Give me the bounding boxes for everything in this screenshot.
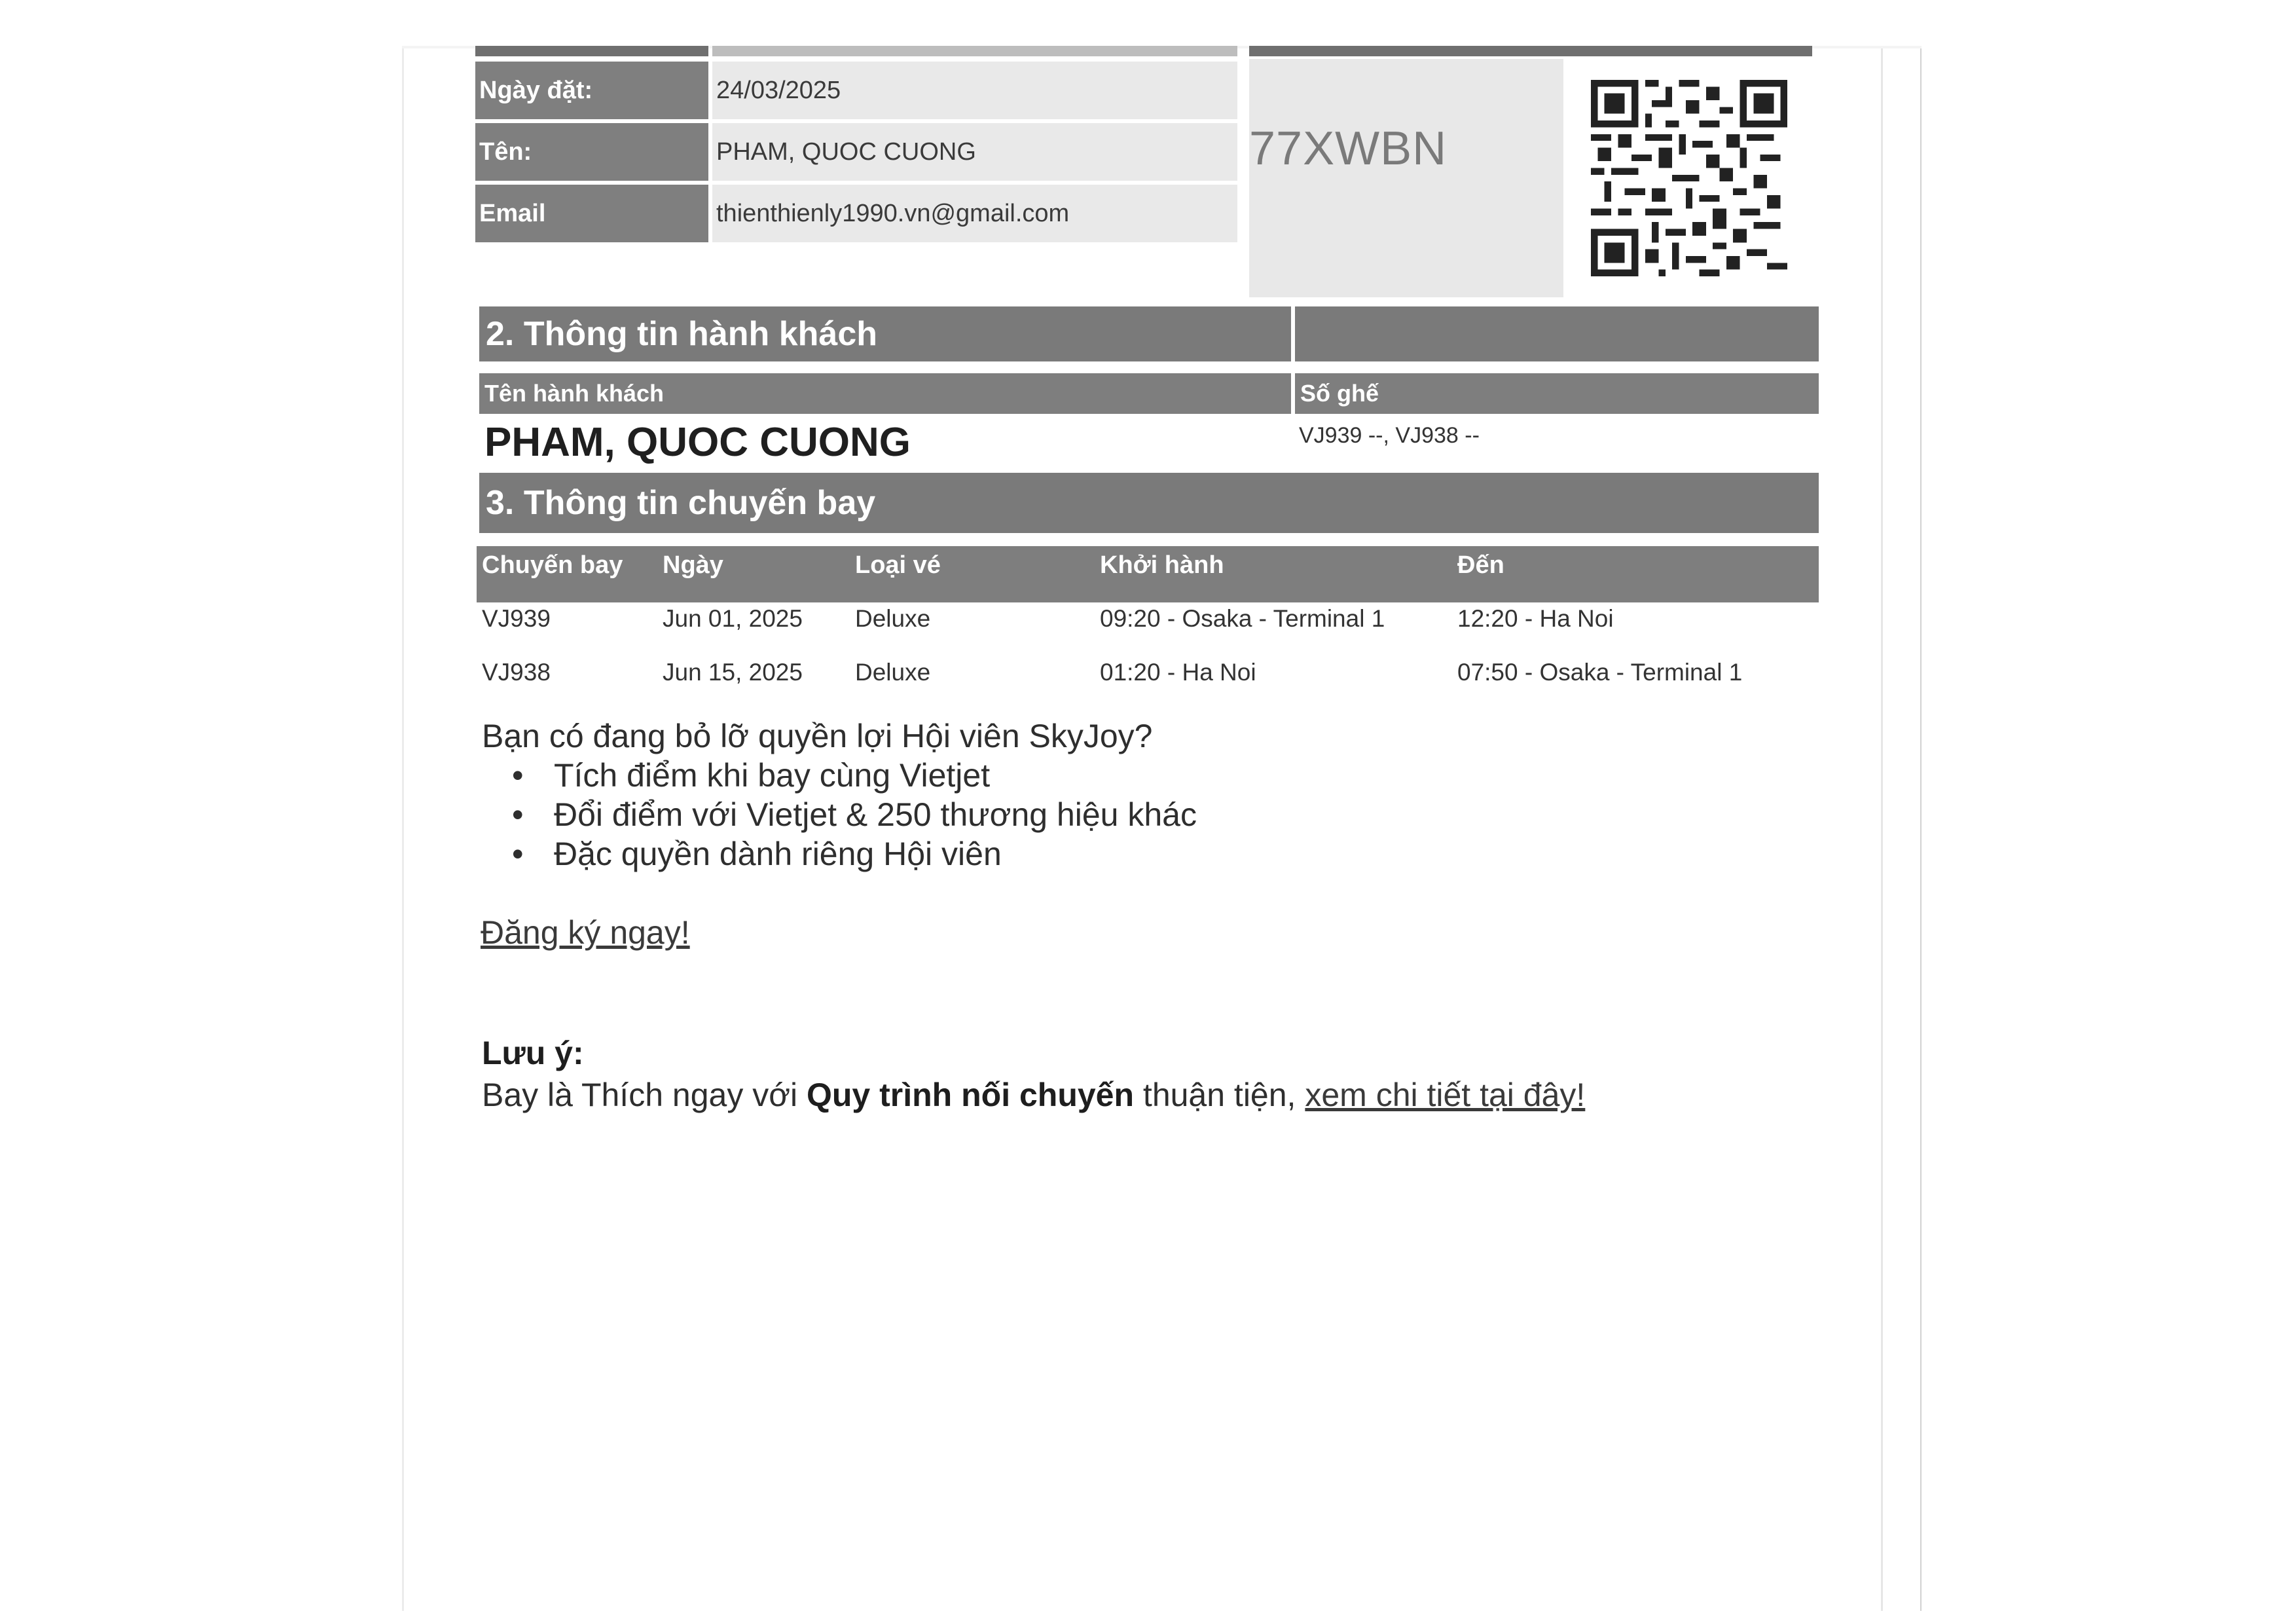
col-arrival: Đến <box>1457 551 1504 579</box>
table-cell: 01:20 - Ha Noi <box>1100 659 1256 686</box>
table-top-rule <box>475 46 708 56</box>
bullet-icon: • <box>512 796 524 833</box>
passenger-section-title-right <box>1295 306 1819 361</box>
promo-bullet: Đổi điểm với Vietjet & 250 thương hiệu khác <box>554 796 1197 833</box>
seat-value: VJ939 --, VJ938 -- <box>1299 423 1480 448</box>
page-edge-right-outer <box>1920 46 1922 1611</box>
booking-email-label: Email <box>475 185 708 242</box>
passenger-name: PHAM, QUOC CUONG <box>484 420 911 465</box>
promo-question: Bạn có đang bỏ lỡ quyền lợi Hội viên SkyJoy? <box>482 718 1153 754</box>
bullet-icon: • <box>512 836 524 872</box>
table-cell: Jun 15, 2025 <box>663 659 803 686</box>
seat-header: Số ghế <box>1295 373 1819 414</box>
booking-code-box <box>1249 59 1563 297</box>
page-edge-right <box>1881 46 1883 1611</box>
col-fare-type: Loại vé <box>855 551 941 579</box>
flight-section-title: 3. Thông tin chuyến bay <box>479 473 1819 533</box>
booking-name-label: Tên: <box>475 123 708 181</box>
col-date: Ngày <box>663 551 723 579</box>
qr-code-icon <box>1591 80 1787 276</box>
table-cell: Deluxe <box>855 605 931 632</box>
passenger-name-header: Tên hành khách <box>479 373 1291 414</box>
table-cell: 09:20 - Osaka - Terminal 1 <box>1100 605 1385 632</box>
table-cell: VJ939 <box>482 605 551 632</box>
booking-code: 77XWBN <box>1249 122 1448 175</box>
booking-date-value: 24/03/2025 <box>712 62 1237 119</box>
col-flight: Chuyến bay <box>482 551 623 579</box>
page-edge-left <box>402 46 404 1611</box>
bullet-icon: • <box>512 757 524 794</box>
note-text-after: thuận tiện, <box>1134 1077 1305 1113</box>
table-cell: Jun 01, 2025 <box>663 605 803 632</box>
table-cell: 12:20 - Ha Noi <box>1457 605 1614 632</box>
promo-bullet: Tích điểm khi bay cùng Vietjet <box>554 757 991 794</box>
details-link[interactable]: xem chi tiết tại đây! <box>1305 1077 1586 1113</box>
note-title: Lưu ý: <box>482 1035 584 1071</box>
table-cell: VJ938 <box>482 659 551 686</box>
note-text-bold: Quy trình nối chuyến <box>807 1077 1135 1113</box>
booking-email-value: thienthienly1990.vn@gmail.com <box>712 185 1237 242</box>
col-departure: Khởi hành <box>1100 551 1224 579</box>
promo-bullet: Đặc quyền dành riêng Hội viên <box>554 836 1002 872</box>
table-top-rule <box>712 46 1237 56</box>
register-now-link[interactable]: Đăng ký ngay! <box>481 914 690 951</box>
table-cell: Deluxe <box>855 659 931 686</box>
note-text <box>482 1075 1585 1115</box>
table-cell: 07:50 - Osaka - Terminal 1 <box>1457 659 1743 686</box>
passenger-section-title: 2. Thông tin hành khách <box>479 306 1291 361</box>
table-top-rule <box>1249 46 1812 56</box>
booking-date-label: Ngày đặt: <box>475 62 708 119</box>
note-text-before: Bay là Thích ngay với <box>482 1077 807 1113</box>
booking-name-value: PHAM, QUOC CUONG <box>712 123 1237 181</box>
